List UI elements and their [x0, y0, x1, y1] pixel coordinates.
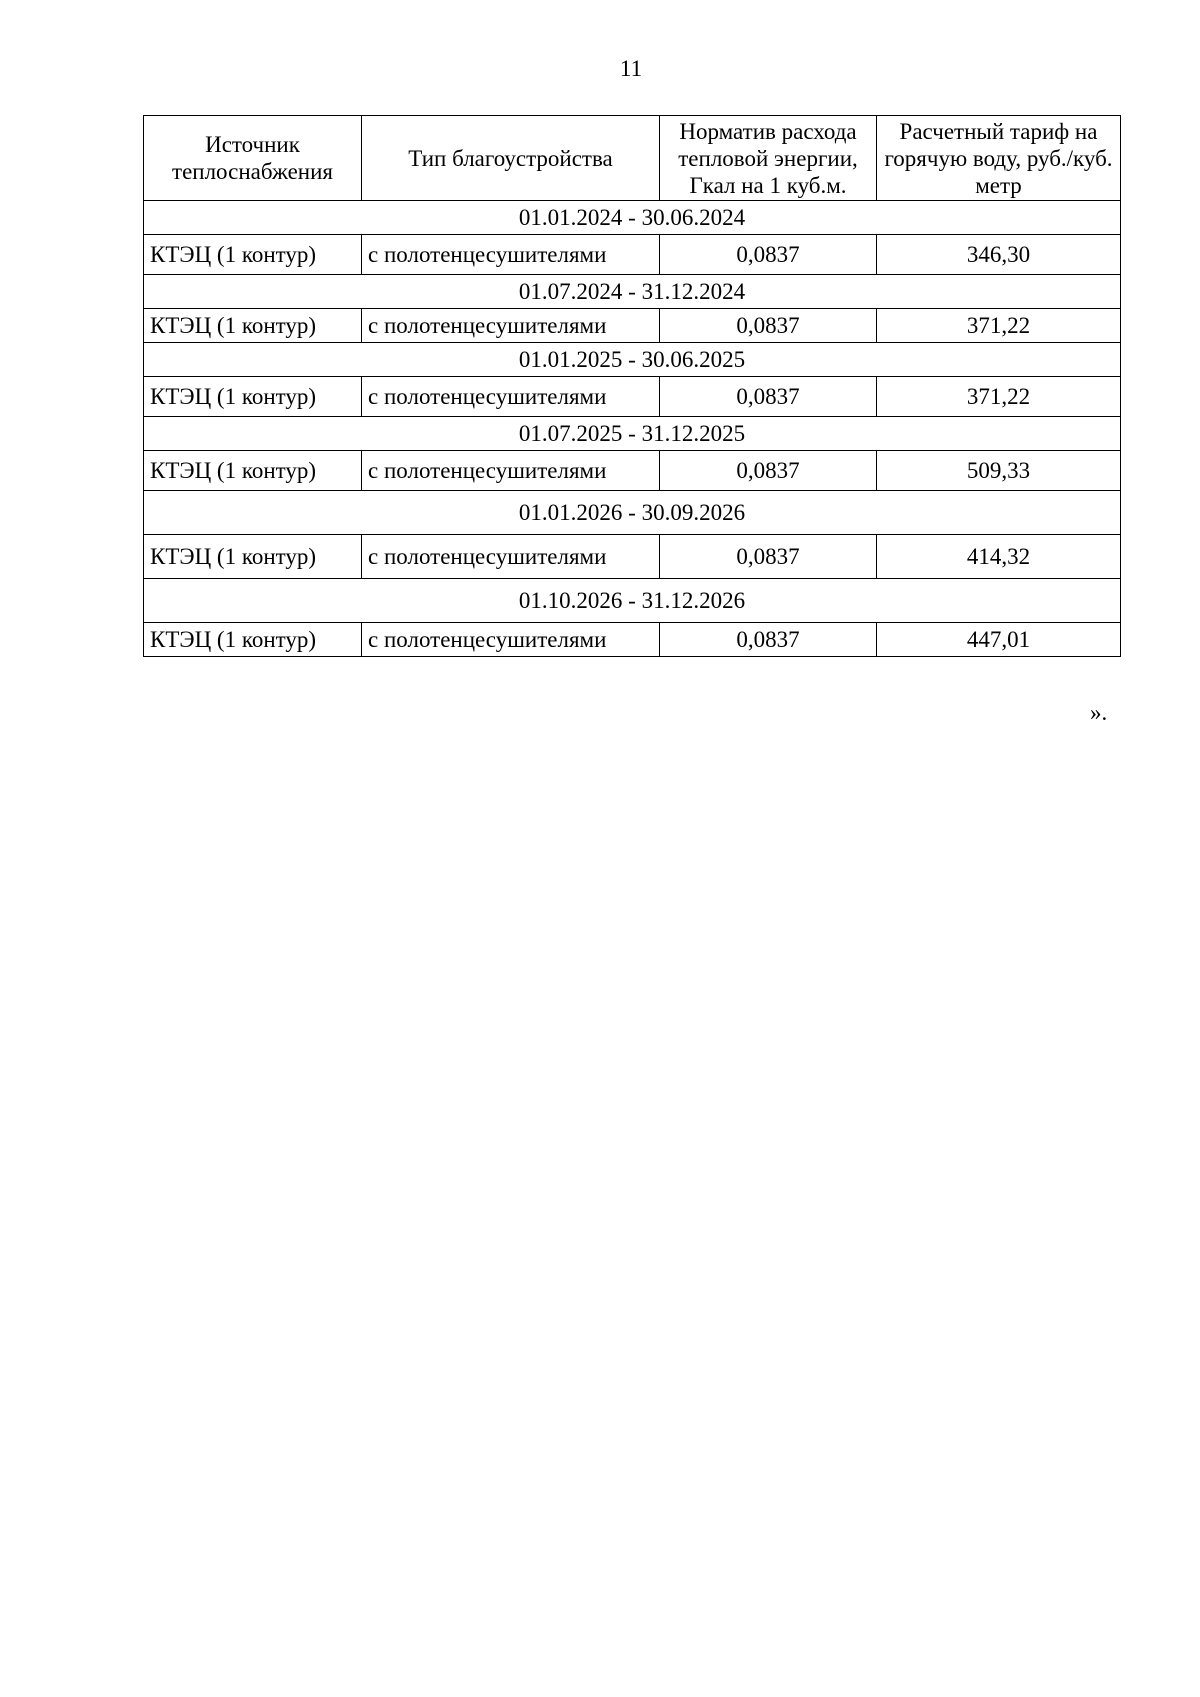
period-row — [144, 491, 1121, 535]
period-row — [144, 275, 1121, 309]
cell-heat-norm: 0,0837 — [660, 309, 877, 343]
cell-heat-norm: 0,0837 — [660, 235, 877, 275]
cell-hot-water-tariff: 371,22 — [877, 309, 1121, 343]
cell-hot-water-tariff: 346,30 — [877, 235, 1121, 275]
table-header-row — [144, 116, 1121, 201]
cell-amenity-type: с полотенцесушителями — [362, 235, 660, 275]
header-amenity-type: Тип благоустройства — [362, 116, 660, 201]
period-row — [144, 579, 1121, 623]
cell-hot-water-tariff: 447,01 — [877, 623, 1121, 657]
cell-heat-norm: 0,0837 — [660, 623, 877, 657]
tariff-table — [143, 115, 1121, 657]
cell-amenity-type: с полотенцесушителями — [362, 623, 660, 657]
cell-heat-source: КТЭЦ (1 контур) — [144, 451, 362, 491]
header-heat-source: Источник теплоснабжения — [144, 116, 362, 201]
cell-heat-source: КТЭЦ (1 контур) — [144, 309, 362, 343]
cell-heat-norm: 0,0837 — [660, 451, 877, 491]
period-label: 01.10.2026 - 31.12.2026 — [144, 579, 1121, 623]
table-row — [144, 451, 1121, 491]
period-label: 01.07.2025 - 31.12.2025 — [144, 417, 1121, 451]
cell-heat-source: КТЭЦ (1 контур) — [144, 535, 362, 579]
cell-heat-norm: 0,0837 — [660, 377, 877, 417]
table-row — [144, 235, 1121, 275]
cell-amenity-type: с полотенцесушителями — [362, 451, 660, 491]
period-label: 01.07.2024 - 31.12.2024 — [144, 275, 1121, 309]
cell-amenity-type: с полотенцесушителями — [362, 535, 660, 579]
cell-hot-water-tariff: 414,32 — [877, 535, 1121, 579]
cell-heat-norm: 0,0837 — [660, 535, 877, 579]
period-row — [144, 417, 1121, 451]
table-row — [144, 623, 1121, 657]
period-label: 01.01.2024 - 30.06.2024 — [144, 201, 1121, 235]
cell-heat-source: КТЭЦ (1 контур) — [144, 623, 362, 657]
period-label: 01.01.2026 - 30.09.2026 — [144, 491, 1121, 535]
cell-heat-source: КТЭЦ (1 контур) — [144, 235, 362, 275]
closing-quotation-mark: ». — [1090, 700, 1108, 725]
cell-heat-source: КТЭЦ (1 контур) — [144, 377, 362, 417]
cell-hot-water-tariff: 371,22 — [877, 377, 1121, 417]
header-heat-norm: Норматив расхода тепловой энергии, Гкал на 1 куб.м. — [660, 116, 877, 201]
cell-amenity-type: с полотенцесушителями — [362, 377, 660, 417]
period-row — [144, 201, 1121, 235]
header-hot-water-tariff: Расчетный тариф на горячую воду, руб./куб. метр — [877, 116, 1121, 201]
cell-hot-water-tariff: 509,33 — [877, 451, 1121, 491]
cell-amenity-type: с полотенцесушителями — [362, 309, 660, 343]
page-number: 11 — [619, 56, 643, 81]
table-row — [144, 309, 1121, 343]
period-label: 01.01.2025 - 30.06.2025 — [144, 343, 1121, 377]
table-row — [144, 377, 1121, 417]
period-row — [144, 343, 1121, 377]
table-row — [144, 535, 1121, 579]
